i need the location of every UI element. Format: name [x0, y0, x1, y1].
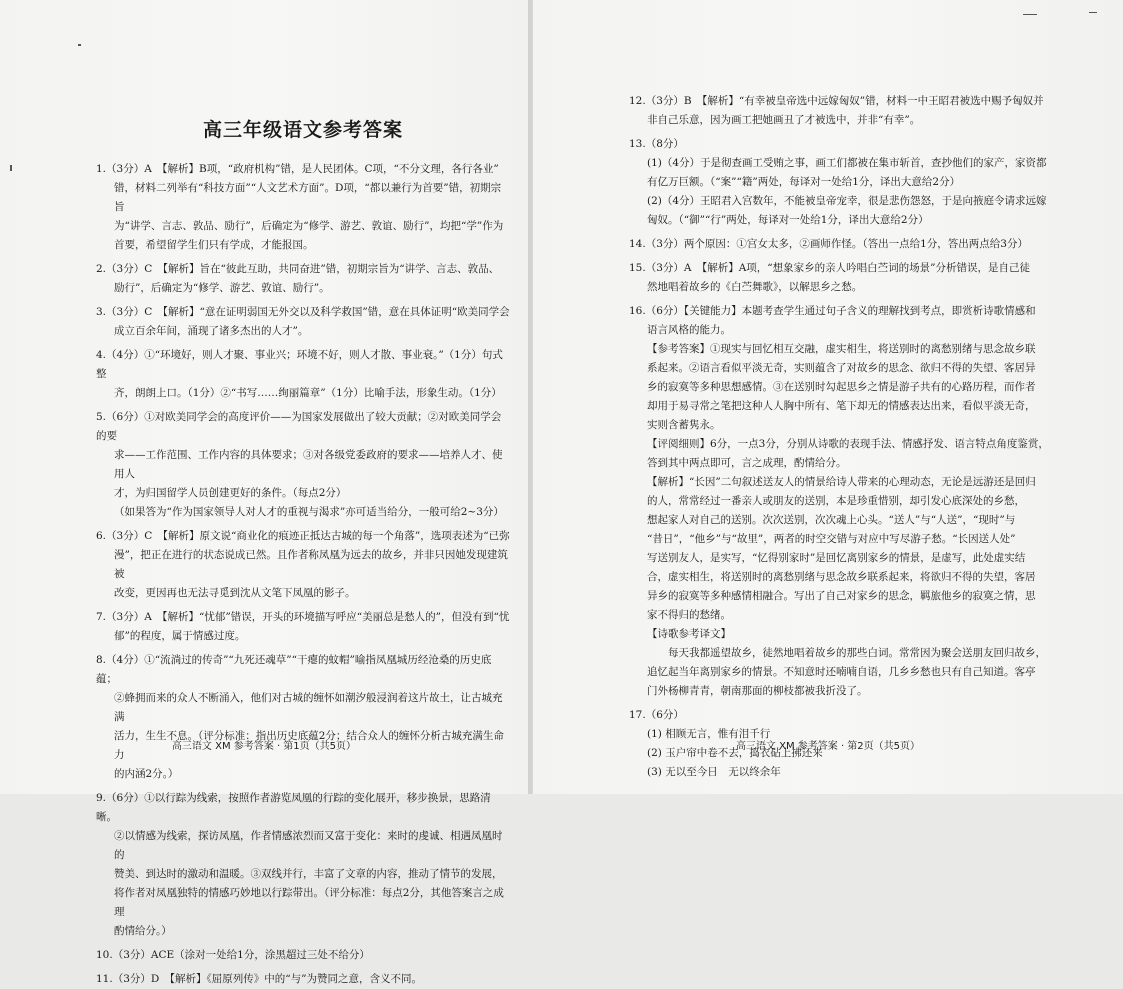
- answer-item-line: ②以情感为线索，探访凤凰，作者情感浓烈而又富于变化：来时的虔诚、相遇凤凰时的: [114, 830, 503, 861]
- answer-item-line: 门外杨柳青青，朝南那面的柳枝都被我折没了。: [647, 685, 868, 697]
- answer-item-head: 17.（6分）: [629, 709, 684, 721]
- answer-item-line: 异乡的寂寞等多种感情相融合。写出了自己对家乡的思念，羁旅他乡的寂寞之情，思: [647, 590, 1036, 602]
- answer-item-head: 11.（3分）D 【解析】《屈原列传》中的“与”为赞同之意，含义不同。: [96, 973, 423, 985]
- answer-item-head: 12.（3分）B 【解析】“有幸被皇帝选中远嫁匈奴”错，材料一中王昭君被选中赐予匈奴并: [629, 95, 1044, 107]
- show-through-text: [14, 98, 94, 338]
- answer-item-line: 郁”的程度，属于情感过度。: [114, 630, 246, 642]
- answer-item-line: 首要，希望留学生们只有学成，才能报国。: [114, 239, 314, 251]
- answer-item-head: 2.（3分）C 【解析】旨在“彼此互助，共同奋进”错，初期宗旨为“讲学、言志、敦品、: [96, 263, 500, 275]
- answer-item: [96, 789, 510, 941]
- answer-item-head: 8.（4分）①“流淌过的传奇”“九死还魂草”“干瘪的蚊帽”喻指凤凰城历经沧桑的历史底蕴；: [96, 654, 492, 685]
- answer-item-line: 为“讲学、言志、敦品、励行”，后确定为“修学、游艺、敦谊、励行”，均把“学”作为: [114, 220, 504, 232]
- answer-item-head: 7.（3分）A 【解析】“忧郁”错误，开头的环境描写呼应“美丽总是愁人的”，但没有到“忧: [96, 611, 510, 623]
- answer-item-head: 16.（6分）【关键能力】本题考查学生通过句子含义的理解找到考点，即赏析诗歌情感和: [629, 305, 1036, 317]
- answer-item-line: 【参考答案】①现实与回忆相互交融，虚实相生，将送别时的离愁别绪与思念故乡联: [647, 343, 1036, 355]
- answer-item-line: 活力，生生不息。（评分标准：指出历史底蕴2分；结合众人的缠怀分析古城充满生命力: [114, 730, 504, 761]
- scan-speck: [1089, 12, 1097, 13]
- answer-item-line: 赞美、到达时的激动和温暖。③双线并行，丰富了文章的内容，推动了情节的发展，: [114, 868, 503, 880]
- answer-item-line: 漫”，把正在进行的状态说成已然。且作者称凤凰为远去的故乡，并非只因她发现建筑被: [114, 549, 508, 580]
- page-footer-2: 高三语文 XM 参考答案 · 第2页（共5页）: [735, 741, 921, 752]
- answer-item-line: ②蜂拥而来的众人不断涌入，他们对古城的缠怀如潮汐般浸润着这片故土，让古城充满: [114, 692, 503, 723]
- answer-item-line: 的人，常常经过一番亲人或朋友的送别，本是珍重惜别，却引发心底深处的乡愁，: [647, 495, 1025, 507]
- answer-item-line: 然地唱着故乡的《白苎舞歌》，以解思乡之愁。: [647, 281, 863, 293]
- answer-item-line: 齐，朗朗上口。（1分）②“书写……绚丽篇章”（1分）比喻手法，形象生动。（1分）: [114, 387, 502, 399]
- answer-item-line: “昔日”，“他乡”与“故里”，两者的时空交错与对应中写尽游子愁。“长因送人处”: [647, 533, 1016, 545]
- scan-speck: [10, 165, 12, 171]
- answer-item-line: 追忆起当年离别家乡的情景。不知意时还喃喃自语，几乡乡愁也只有自己知道。客亭: [647, 666, 1036, 678]
- answer-item-head: 13.（8分）: [629, 138, 684, 150]
- answer-item-line: (1) 相顾无言，惟有泪千行: [647, 728, 771, 740]
- answer-item-line: 【解析】“长因”二句叙述送友人的情景给诗人带来的心理动态，无论是远游还是回归: [647, 476, 1036, 488]
- answer-item-line: 非自己乐意，因为画工把她画丑了才被选中，并非“有幸”。: [647, 114, 921, 126]
- answer-item-line: （如果答为“作为国家领导人对人才的重视与渴求”亦可适当给分，一般可给2~3分）: [114, 506, 504, 518]
- page-title: 高三年级语文参考答案: [202, 119, 403, 141]
- answer-item-head: 5.（6分）①对欧美同学会的高度评价——为国家发展做出了较大贡献；②对欧美同学会的要: [96, 411, 502, 442]
- scan-speck: [78, 44, 81, 46]
- answer-item-line: 合，虚实相生，将送别时的离愁别绪与思念故乡联系起来，将欲归不得的失望，客居: [647, 571, 1036, 583]
- answer-item-line: 答到其中两点即可，言之成理，酌情给分。: [647, 457, 847, 469]
- answer-item-line: 【诗歌参考译文】: [647, 628, 731, 640]
- answer-item-head: 15.（3分）A 【解析】A项，“想象家乡的亲人吟唱白苎词的场景”分析错误，是自己徒: [629, 262, 1031, 274]
- answer-item: [96, 608, 510, 646]
- answer-item-line: 实则含蓄隽永。: [647, 419, 721, 431]
- answer-item-line: 有亿万巨额。（“案”“籍”两处，每译对一处给1分，译出大意给2分）: [647, 176, 961, 188]
- answer-item-line: 匈奴。（“御”“行”两处，每译对一处给1分，译出大意给2分）: [647, 214, 929, 226]
- answer-item-head: 1.（3分）A 【解析】B项，“政府机构”错，是人民团体。C项，“不分文理，各行各业”: [96, 163, 499, 175]
- left-answer-list: [96, 160, 510, 989]
- scan-speck: [1023, 14, 1037, 15]
- answer-item: [629, 259, 1093, 297]
- answer-item-line: (3) 无以至今日 无以终余年: [647, 766, 781, 778]
- answer-item-head: 4.（4分）①“环境好，则人才聚、事业兴；环境不好，则人才散、事业衰。”（1分）句式整: [96, 349, 503, 380]
- answer-item-line: (2) 玉户帘中卷不去，捣衣砧上拂还来: [647, 747, 823, 759]
- answer-item: [96, 408, 510, 522]
- answer-item-line: 励行”，后确定为“修学、游艺、敦谊、励行”。: [114, 282, 330, 294]
- answer-item-line: 写送别友人，是实写，“忆得别家时”是回忆离别家乡的情景，是虚写，此处虚实结: [647, 552, 1026, 564]
- page-1: [0, 0, 528, 985]
- answer-item-line: 想起家人对自己的送别。次次送别，次次魂上心头。“送人”与“人送”，“现时”与: [647, 514, 1016, 526]
- answer-item-line: 改变，更因再也无法寻觅到沈从文笔下凤凰的影子。: [114, 587, 356, 599]
- answer-item-line: 每天我都遥望故乡，徒然地唱着故乡的那些白词。常常因为聚会送朋友回归故乡，: [647, 647, 1046, 659]
- answer-item-head: 3.（3分）C 【解析】“意在证明弱国无外交以及科学救国”错，意在具体证明“欧美同学会: [96, 306, 510, 318]
- answer-item: [96, 946, 510, 965]
- answer-item-head: 10.（3分）ACE（涂对一处给1分，涂黑超过三处不给分）: [96, 949, 370, 961]
- answer-item: [96, 303, 510, 341]
- answer-item: [629, 235, 1093, 254]
- answer-item-line: 却用于易寻常之笔把这种人人胸中所有、笔下却无的情感表达出来，看似平淡无奇，: [647, 400, 1036, 412]
- answer-item-head: 9.（6分）①以行踪为线索，按照作者游览凤凰的行踪的变化展开，移步换景，思路清晰。: [96, 792, 491, 823]
- answer-item-line: 酌情给分。）: [114, 925, 172, 937]
- answer-item-line: 乡的寂寞等多种思想感情。③在送别时勾起思乡之情是游子共有的心路历程，而作者: [647, 381, 1036, 393]
- answer-item: [96, 970, 510, 989]
- answer-item-line: 语言风格的能力。: [647, 324, 731, 336]
- answer-item-line: 【评阅细则】6分，一点3分，分别从诗歌的表现手法、情感抒发、语言特点角度鉴赏，: [647, 438, 1049, 450]
- answer-item: [96, 651, 510, 784]
- answer-item-line: 错，材料二列举有“科技方面”“人文艺术方面”。D项，“都以兼行为首要”错，初期宗旨: [114, 182, 502, 213]
- answer-item: [629, 92, 1093, 130]
- answer-item: [96, 160, 510, 255]
- answer-item-line: 家不得归的愁绪。: [647, 609, 731, 621]
- answer-item-line: 将作者对凤凰独特的情感巧妙地以行踪带出。（评分标准：每点2分，其他答案言之成理: [114, 887, 504, 918]
- answer-item-line: 求——工作范围、工作内容的具体要求；③对各级党委政府的要求——培养人才、使用人: [114, 449, 503, 480]
- answer-item-line: (2)（4分）王昭君入宫数年，不能被皇帝宠幸，很是悲伤怨怒，于是向掖庭令请求远嫁: [647, 195, 1047, 207]
- answer-item: [629, 302, 1093, 701]
- answer-item-head: 14.（3分）两个原因：①宫女太多，②画师作怪。（答出一点给1分，答出两点给3分）: [629, 238, 1028, 250]
- answer-item: [96, 260, 510, 298]
- answer-item-line: (1)（4分）于是彻查画工受贿之事，画工们都被在集市斩首，查抄他们的家产，家资都: [647, 157, 1047, 169]
- page-footer-1: 高三语文 XM 参考答案 · 第1页（共5页）: [171, 741, 357, 752]
- right-answer-list: [629, 92, 1093, 782]
- page-2: [532, 0, 1123, 794]
- answer-item: [96, 527, 510, 603]
- answer-item-head: 6.（3分）C 【解析】原文说“商业化的痕迹正抵达古城的每一个角落”，选项表述为“已弥: [96, 530, 510, 542]
- answer-item-line: 才，为归国留学人员创建更好的条件。（每点2分）: [114, 487, 347, 499]
- answer-item-line: 的内涵2分。）: [114, 768, 179, 780]
- answer-item: [629, 135, 1093, 230]
- answer-item-line: 系起来。②语言看似平淡无奇，实则蕴含了对故乡的思念、欲归不得的失望、客居异: [647, 362, 1036, 374]
- answer-item: [96, 346, 510, 403]
- answer-item-line: 成立百余年间，涌现了诸多杰出的人才”。: [114, 325, 309, 337]
